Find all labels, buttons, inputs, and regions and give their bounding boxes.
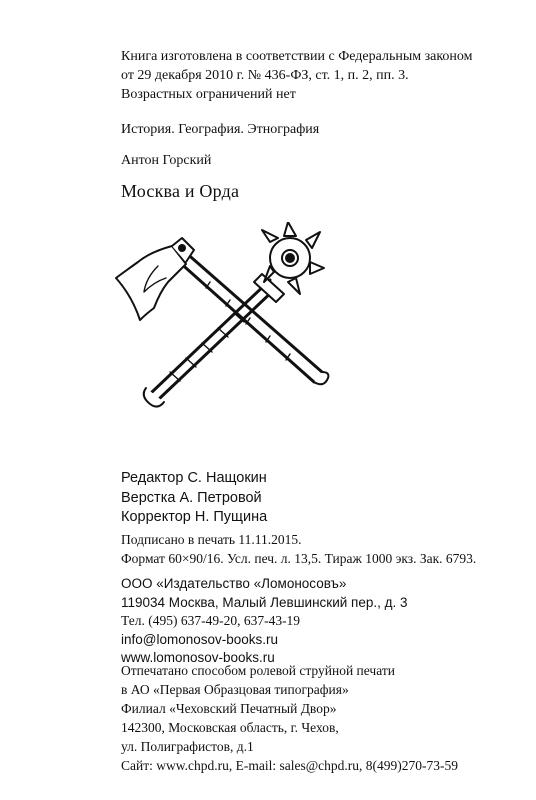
- print-signed-date: Подписано в печать 11.11.2015.: [121, 532, 302, 547]
- staff-line-proofreader: Корректор Н. Пущина: [121, 509, 268, 525]
- subject-rubric: История. География. Этнография: [121, 122, 320, 137]
- publisher-name: ООО «Издательство «Ломоносовъ»: [121, 576, 347, 591]
- legal-notice: [121, 47, 473, 104]
- legal-line: Книга изготовлена в соответствии с Федеральным законом: [121, 49, 473, 64]
- printer-info: [121, 661, 458, 775]
- printer-line: в АО «Первая Образцовая типография»: [121, 682, 349, 697]
- print-info: [121, 530, 476, 568]
- book-title: Москва и Орда: [121, 181, 240, 201]
- printer-line: Отпечатано способом ролевой струйной печати: [121, 663, 395, 678]
- publisher-info: [121, 575, 408, 668]
- editorial-staff: [121, 469, 267, 528]
- publisher-address: 119034 Москва, Малый Левшинский пер., д. 3: [121, 594, 408, 610]
- publisher-email: info@lomonosov-books.ru: [121, 631, 279, 647]
- publisher-website: www.lomonosov-books.ru: [121, 650, 275, 665]
- printer-line: Филиал «Чеховский Печатный Двор»: [121, 701, 337, 716]
- print-format: Формат 60×90/16. Усл. печ. л. 13,5. Тираж 1000 экз. Зак. 6793.: [121, 551, 477, 566]
- staff-line-editor: Редактор С. Нащокин: [121, 470, 267, 486]
- legal-line: от 29 декабря 2010 г. № 436-ФЗ, ст. 1, п. 2, пп. 3.: [121, 68, 409, 83]
- printer-contacts: Сайт: www.chpd.ru, E-mail: sales@chpd.ru, 8(499)270-73-59: [121, 758, 458, 773]
- book-author: Антон Горский: [121, 153, 212, 168]
- printer-line: ул. Полиграфистов, д.1: [121, 739, 254, 754]
- crossed-axe-and-mace-icon: [110, 222, 350, 412]
- printer-line: 142300, Московская область, г. Чехов,: [121, 720, 339, 735]
- legal-line: Возрастных ограничений нет: [121, 87, 296, 102]
- publisher-phone: Тел. (495) 637-49-20, 637-43-19: [121, 613, 301, 628]
- staff-line-layout: Верстка А. Петровой: [121, 489, 262, 506]
